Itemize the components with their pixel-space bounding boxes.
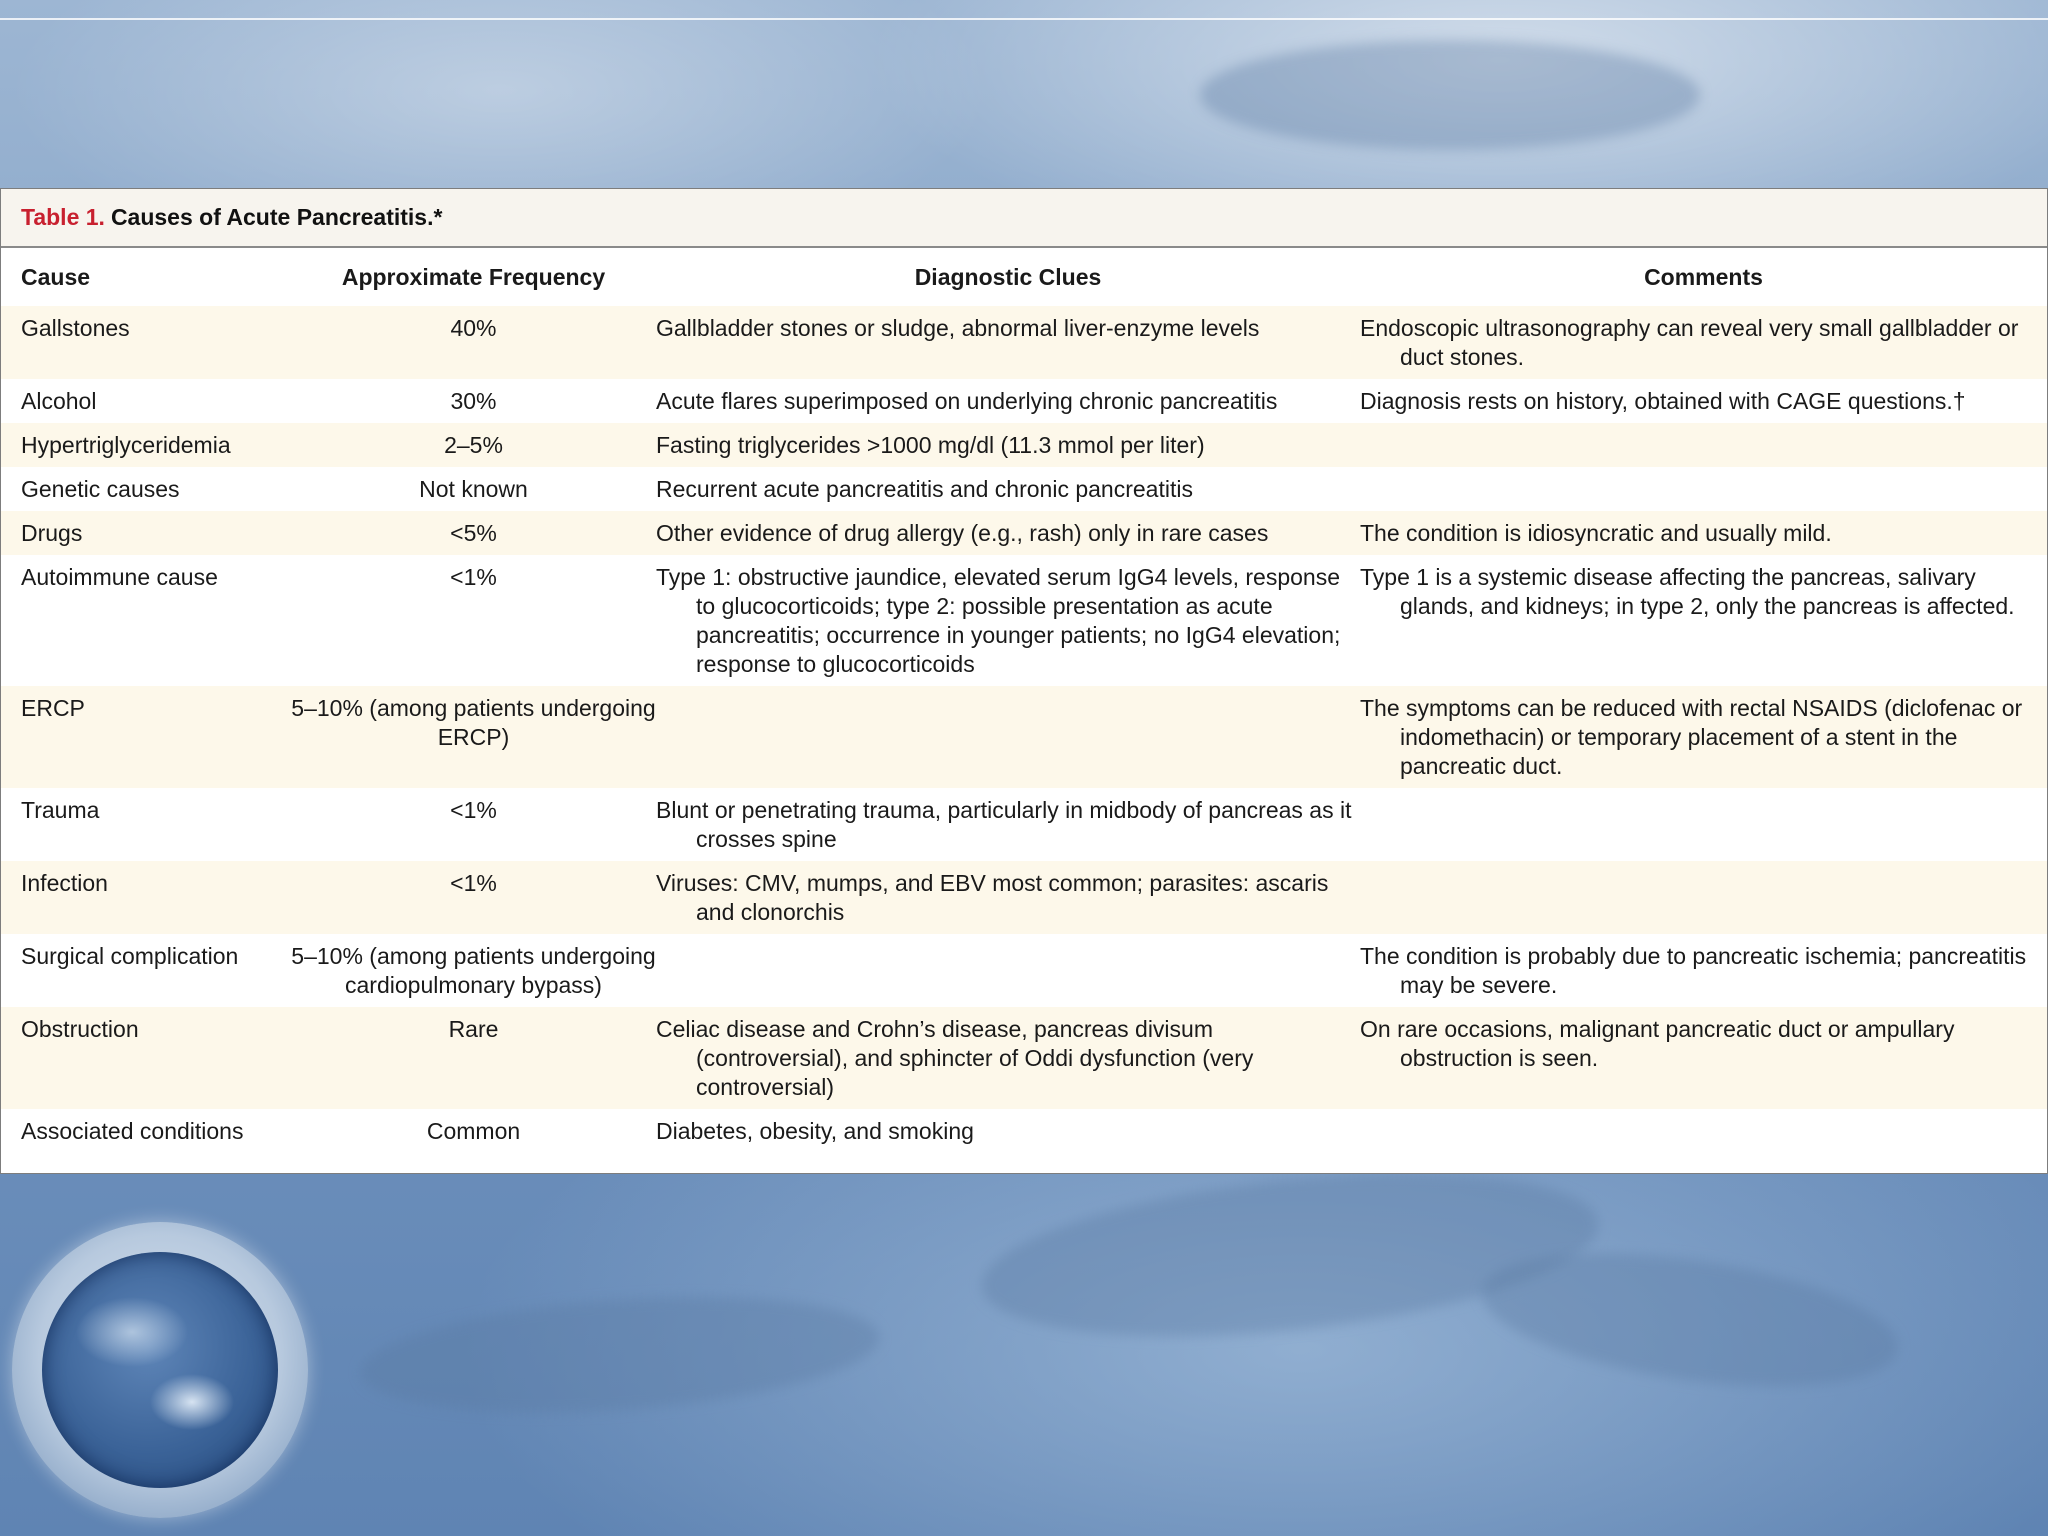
table-row [1, 934, 2047, 1007]
globe-logo-icon [12, 1222, 308, 1518]
table-row [1, 306, 2047, 379]
cell-frequency: Not known [419, 476, 528, 502]
cell-frequency: 30% [450, 388, 497, 414]
table-header-row [1, 248, 2047, 306]
cell-comments: Type 1 is a systemic disease affecting the pancreas, salivary glands, and kidneys; in type 2, only the pancreas is affected. [1360, 564, 2015, 619]
table-row [1, 423, 2047, 467]
background-landmass [974, 1148, 1606, 1362]
cell-comments [1360, 1109, 2047, 1153]
cell-cause: Infection [1, 861, 291, 934]
table-row [1, 379, 2047, 423]
cell-comments: The condition is probably due to pancreatic ischemia; pancreatitis may be severe. [1360, 943, 2027, 998]
cell-frequency: 5–10% (among patients undergoing ERCP) [291, 686, 656, 788]
cell-cause: Obstruction [1, 1007, 291, 1109]
table-row [1, 511, 2047, 555]
cell-cause: Surgical complication [21, 943, 239, 969]
background-landmass [1474, 1231, 1907, 1408]
cell-comments [1360, 861, 2047, 934]
background-landmass [357, 1282, 883, 1428]
column-header-frequency: Approximate Frequency [341, 263, 606, 290]
cell-cause: Trauma [21, 797, 100, 823]
cell-frequency: 40% [291, 306, 656, 379]
table-label: Table 1. [21, 204, 105, 230]
cell-frequency: 5–10% (among patients undergoing cardiopulmonary bypass) [291, 943, 656, 998]
table-row [1, 861, 2047, 934]
table-row [1, 1109, 2047, 1153]
cell-comments [1360, 423, 2047, 467]
cell-cause: Autoimmune cause [21, 564, 218, 590]
table-row [1, 555, 2047, 686]
cell-cause: Gallstones [1, 306, 291, 379]
table-row [1, 467, 2047, 511]
cell-frequency: Rare [291, 1007, 656, 1109]
causes-table [1, 248, 2047, 1153]
cell-cause: Genetic causes [21, 476, 180, 502]
column-header-cause: Cause [21, 263, 91, 290]
cell-diagnostic-clues: Fasting triglycerides >1000 mg/dl (11.3 mmol per liter) [656, 423, 1360, 467]
globe-earth-image [42, 1252, 278, 1488]
table-caption [1, 189, 2047, 248]
cell-diagnostic-clues: Type 1: obstructive jaundice, elevated serum IgG4 levels, response to glucocorticoids; type 2: possible presentation as acute pancreatitis; occurrence in younger patients; no IgG4 elevation; response to glucocorticoids [656, 564, 1341, 677]
cell-frequency: <1% [450, 797, 497, 823]
background-landmass [1200, 40, 1700, 150]
cell-diagnostic-clues: Gallbladder stones or sludge, abnormal liver-enzyme levels [656, 306, 1360, 379]
cell-comments: The symptoms can be reduced with rectal NSAIDS (diclofenac or indomethacin) or temporary placement of a stent in the pancreatic duct. [1360, 686, 2047, 788]
cell-frequency: <5% [291, 511, 656, 555]
cell-cause: ERCP [1, 686, 291, 788]
causes-table-panel [0, 188, 2048, 1174]
cell-frequency: 2–5% [291, 423, 656, 467]
column-header-clues: Diagnostic Clues [914, 263, 1102, 290]
table-row [1, 1007, 2047, 1109]
cell-cause: Associated conditions [21, 1118, 244, 1144]
table-body [1, 306, 2047, 1153]
cell-frequency: <1% [450, 564, 497, 590]
cell-diagnostic-clues: Recurrent acute pancreatitis and chronic pancreatitis [656, 476, 1193, 502]
table-row [1, 686, 2047, 788]
cell-diagnostic-clues: Blunt or penetrating trauma, particularly in midbody of pancreas as it crosses spine [656, 797, 1352, 852]
top-divider-line [0, 18, 2048, 20]
cell-comments: Diagnosis rests on history, obtained with CAGE questions.† [1360, 388, 1966, 414]
cell-comments [1360, 467, 2047, 511]
cell-diagnostic-clues: Diabetes, obesity, and smoking [656, 1118, 974, 1144]
cell-comments: The condition is idiosyncratic and usually mild. [1360, 511, 2047, 555]
cell-cause: Drugs [1, 511, 291, 555]
cell-comments: Endoscopic ultrasonography can reveal very small gallbladder or duct stones. [1360, 306, 2047, 379]
cell-cause: Hypertriglyceridemia [1, 423, 291, 467]
table-row [1, 788, 2047, 861]
column-header-comments: Comments [1644, 263, 1763, 290]
cell-diagnostic-clues: Celiac disease and Crohn’s disease, pancreas divisum (controversial), and sphincter of Oddi dysfunction (very controversial) [656, 1007, 1360, 1109]
table-title: Causes of Acute Pancreatitis.* [110, 204, 443, 230]
cell-diagnostic-clues [656, 686, 1360, 788]
cell-frequency: <1% [291, 861, 656, 934]
cell-frequency: Common [426, 1118, 521, 1144]
cell-diagnostic-clues [656, 934, 1360, 1007]
cell-diagnostic-clues: Acute flares superimposed on underlying chronic pancreatitis [656, 388, 1278, 414]
cell-diagnostic-clues: Viruses: CMV, mumps, and EBV most common; parasites: ascaris and clonorchis [656, 861, 1360, 934]
cell-comments: On rare occasions, malignant pancreatic duct or ampullary obstruction is seen. [1360, 1007, 2047, 1109]
cell-cause: Alcohol [21, 388, 97, 414]
cell-comments [1360, 788, 2047, 861]
cell-diagnostic-clues: Other evidence of drug allergy (e.g., rash) only in rare cases [656, 511, 1360, 555]
